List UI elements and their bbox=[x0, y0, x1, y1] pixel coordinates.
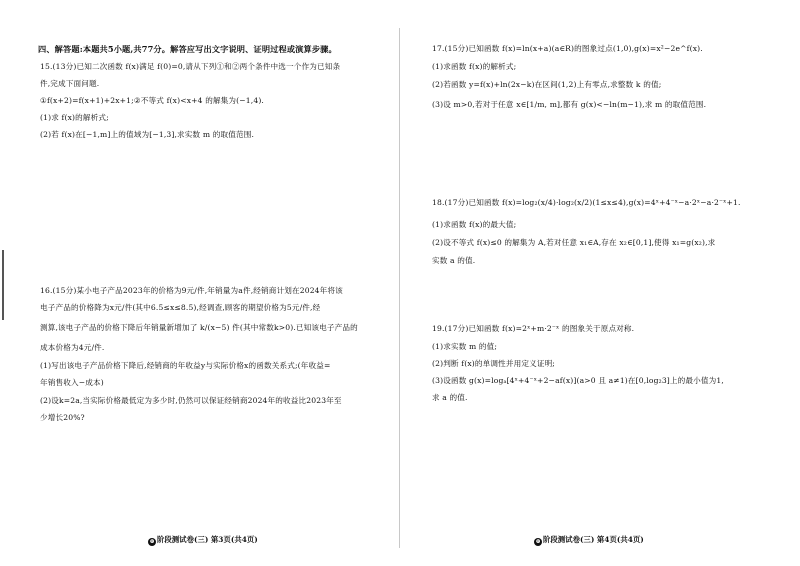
footer-text: 阶段测试卷(三) 第4页(共4页) bbox=[543, 535, 644, 544]
q16-line: 年销售收入−成本) bbox=[40, 378, 104, 387]
right-page bbox=[400, 0, 800, 566]
q19-line: (1)求实数 m 的值; bbox=[432, 342, 498, 351]
q18-line: (1)求函数 f(x)的最大值; bbox=[432, 220, 517, 229]
page-footer-left bbox=[148, 534, 258, 546]
q16-line: 16.(15分)某小电子产品2023年的价格为9元/件,年销量为a件,经销商计划在2024年将该 bbox=[40, 286, 343, 295]
q15-line: 15.(13分)已知二次函数 f(x)满足 f(0)=0,请从下列①和②两个条件中选一个作为已知条 bbox=[40, 62, 341, 71]
q16-line: (2)设k=2a,当实际价格最低定为多少时,仍然可以保证经销商2024年的收益比2023年至 bbox=[40, 396, 342, 405]
q17-line: (1)求函数 f(x)的解析式; bbox=[432, 62, 517, 71]
q16-line: 少增长20%? bbox=[40, 413, 85, 422]
q16-line: 成本价格为4元/件. bbox=[40, 343, 105, 352]
publisher-logo-icon: ⊕ bbox=[535, 538, 541, 545]
q19-line: (2)判断 f(x)的单调性并用定义证明; bbox=[432, 359, 556, 368]
q17-line: 17.(15分)已知函数 f(x)=ln(x+a)(a∈R)的图象过点(1,0),g(x)=x²−2e^f(x). bbox=[432, 44, 703, 53]
q16-line: (1)写出该电子产品价格下降后,经销商的年收益y与实际价格x的函数关系式;(年收益= bbox=[40, 361, 331, 370]
page-footer-right bbox=[534, 534, 644, 546]
q18-line: 18.(17分)已知函数 f(x)=log₂(x/4)·log₂(x/2)(1≤x≤4),g(x)=4ˣ+4⁻ˣ−a·2ˣ−a·2⁻ˣ+1. bbox=[432, 198, 741, 207]
publisher-logo-icon: ⊕ bbox=[149, 538, 155, 545]
section-heading: 四、解答题:本题共5小题,共77分。解答应写出文字说明、证明过程或演算步骤。 bbox=[38, 44, 337, 54]
q19-line: (3)设函数 g(x)=logₐ[4ˣ+4⁻ˣ+2−af(x)](a>0 且 a≠1)在[0,log₂3]上的最小值为1, bbox=[432, 376, 724, 385]
q18-line: 实数 a 的值. bbox=[432, 256, 476, 265]
q16-line: 电子产品的价格降为x元/件(其中6.5≤x≤8.5),经调查,顾客的期望价格为5元/件,经 bbox=[40, 303, 321, 312]
scan-edge-mark bbox=[2, 250, 4, 320]
q19-line: 求 a 的值. bbox=[432, 393, 468, 402]
q15-line: 件,完成下面问题. bbox=[40, 79, 100, 88]
q19-line: 19.(17分)已知函数 f(x)=2ˣ+m·2⁻ˣ 的图象关于原点对称. bbox=[432, 324, 635, 333]
q17-line: (2)若函数 y=f(x)+ln(2x−k)在区间(1,2)上有零点,求整数 k 的值; bbox=[432, 80, 662, 89]
q16-line: 测算,该电子产品的价格下降后年销量新增加了 k/(x−5) 件(其中常数k>0).已知该电子产品的 bbox=[40, 323, 358, 332]
q17-line: (3)设 m>0,若对于任意 x∈[1/m, m],都有 g(x)<−ln(m−1),求 m 的取值范围. bbox=[432, 100, 707, 109]
q18-line: (2)设不等式 f(x)≤0 的解集为 A,若对任意 x₁∈A,存在 x₂∈[0,1],使得 x₁=g(x₂),求 bbox=[432, 238, 716, 247]
q15-line: (2)若 f(x)在[−1,m]上的值域为[−1,3],求实数 m 的取值范围. bbox=[40, 130, 255, 139]
q15-line: ①f(x+2)=f(x+1)+2x+1;②不等式 f(x)<x+4 的解集为(−1,4). bbox=[40, 96, 265, 105]
q15-line: (1)求 f(x)的解析式; bbox=[40, 113, 109, 122]
footer-text: 阶段测试卷(三) 第3页(共4页) bbox=[157, 535, 258, 544]
